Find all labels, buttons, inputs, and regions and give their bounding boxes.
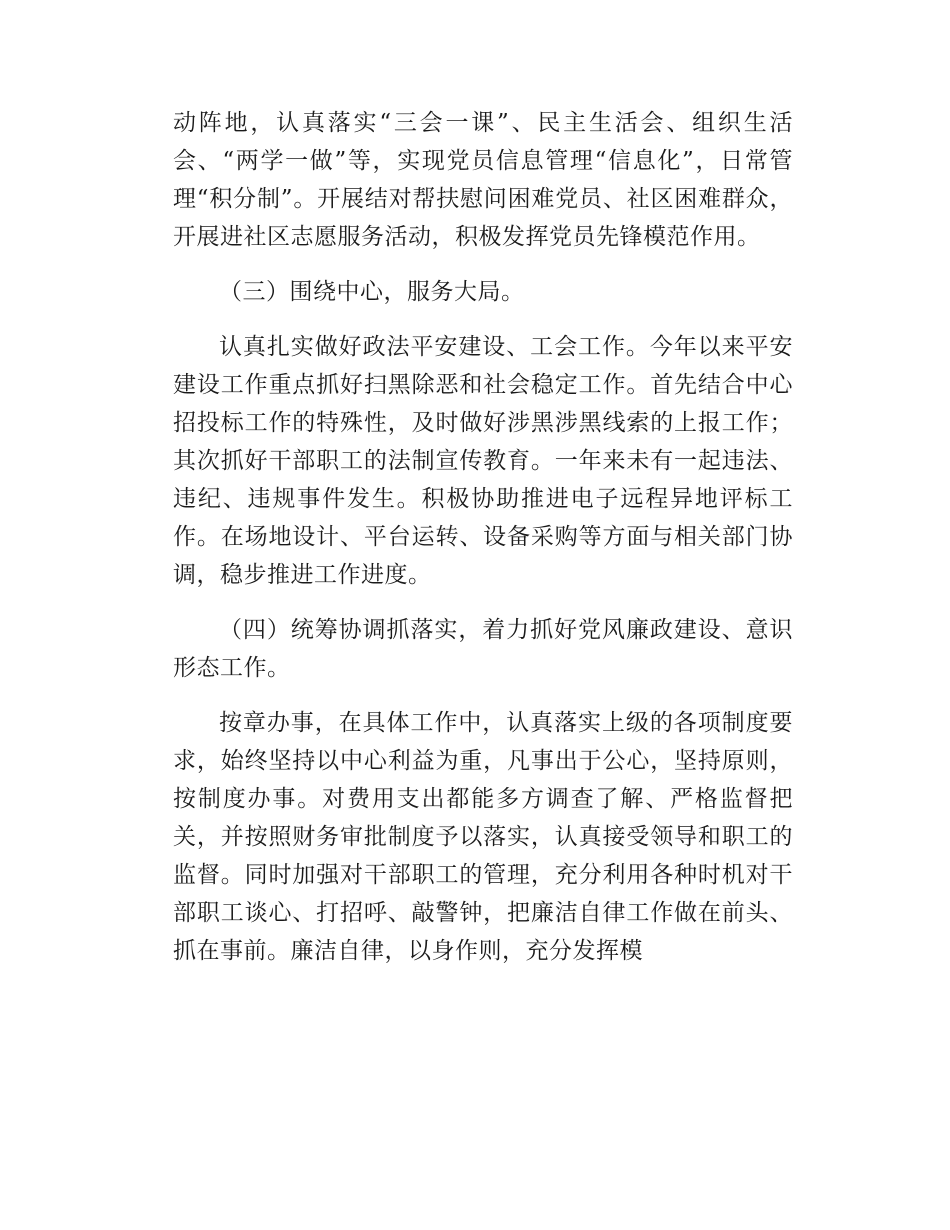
section-heading-3: （三）围绕中心，服务大局。	[219, 279, 525, 305]
document-page	[173, 104, 793, 970]
paragraph-section-3: 认真扎实做好政法平安建设、工会工作。今年以来平安建设工作重点抓好扫黑除恶和社会稳定工作。首先结合中心招投标工作的特殊性，及时做好涉黑涉黑线索的上报工作；其次抓好干部职工的法制宣传教育。一年来未有一起违法、违纪、违规事件发生。积极协助推进电子远程异地评标工作。在场地设计、平台运转、设备采购等方面与相关部门协调，稳步推进工作进度。	[173, 334, 793, 588]
section-heading-4: （四）统筹协调抓落实，着力抓好党风廉政建设、意识形态工作。	[173, 617, 793, 681]
paragraph-continued: 动阵地，认真落实“三会一课”、民主生活会、组织生活会、“两学一做”等，实现党员信息管理“信息化”，日常管理“积分制”。开展结对帮扶慰问困难党员、社区困难群众，开展进社区志愿服务活动，积极发挥党员先锋模范作用。	[173, 110, 793, 250]
paragraph-section-4: 按章办事，在具体工作中，认真落实上级的各项制度要求，始终坚持以中心利益为重，凡事出于公心，坚持原则，按制度办事。对费用支出都能多方调查了解、严格监督把关，并按照财务审批制度予以落实，认真接受领导和职工的监督。同时加强对干部职工的管理，充分利用各种时机对干部职工谈心、打招呼、敲警钟，把廉洁自律工作做在前头、抓在事前。廉洁自律，以身作则，充分发挥模	[173, 710, 793, 964]
